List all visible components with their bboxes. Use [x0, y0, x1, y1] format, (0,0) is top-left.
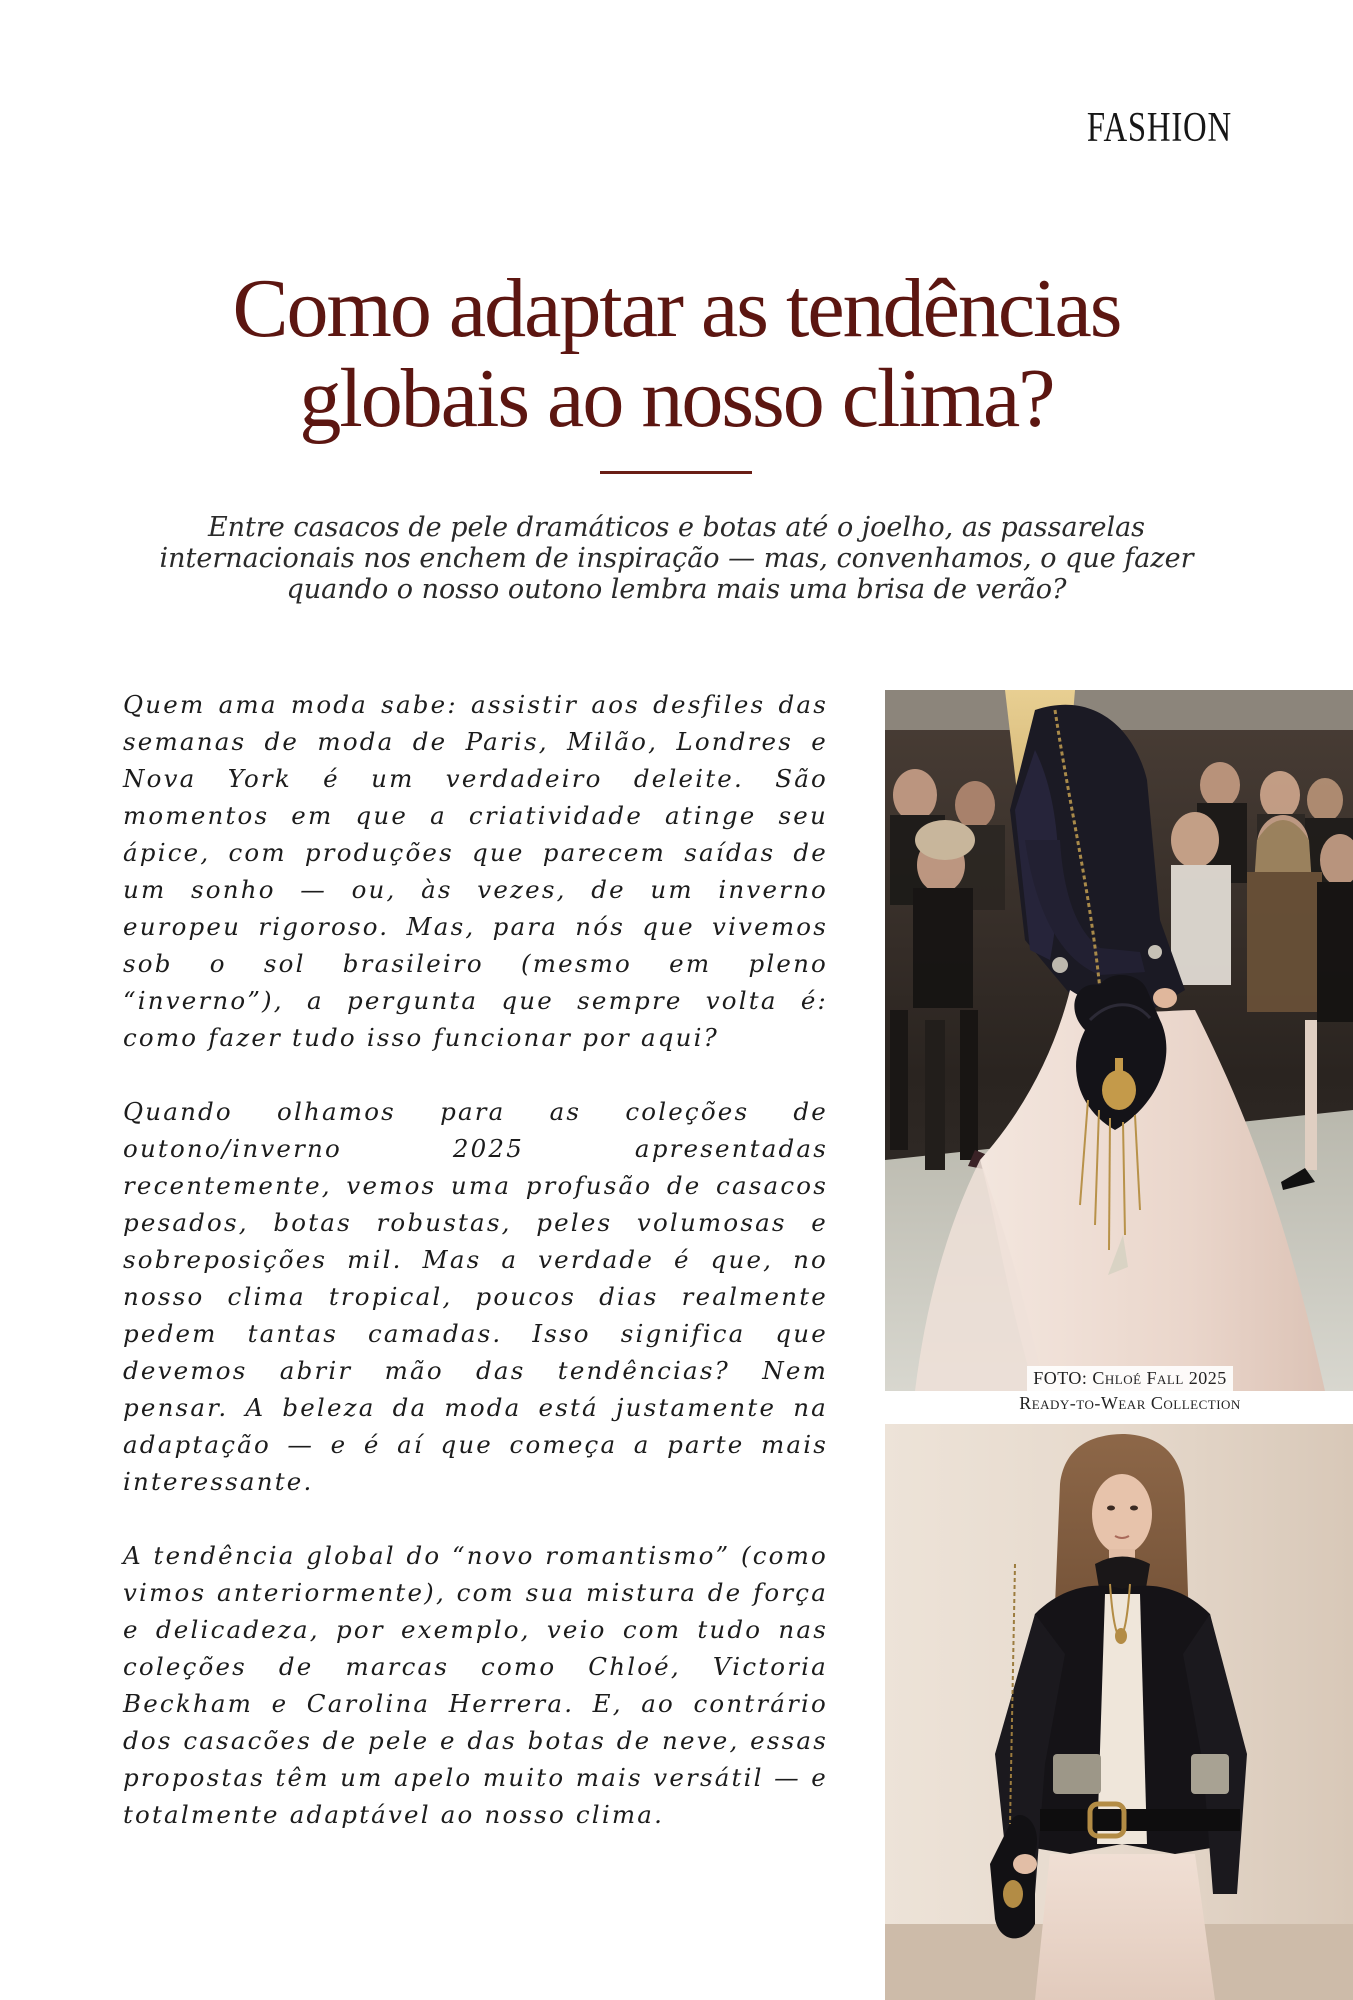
section-label: FASHION [1086, 105, 1232, 151]
title-divider [600, 471, 752, 474]
body-paragraph-3: A tendência global do “novo romantismo” (como vimos anteriormente), com sua mistura de força e delicadeza, por exemplo, veio com tudo nas coleções de marcas como Chloé, Victoria Beckham e Carolina Herrera. E, ao contrário dos casacões de pele e das botas de neve, essas propostas têm um apelo muito mais versátil — e totalmente adaptável ao nosso clima. [123, 1541, 828, 1829]
runway-photo-1-image [885, 690, 1353, 1391]
runway-photo-2 [885, 1424, 1353, 2000]
photo-caption [980, 1366, 1280, 1416]
body-paragraph-2: Quando olhamos para as coleções de outono/inverno 2025 apresentadas recentemente, vemos uma profusão de casacos pesados, botas robustas, peles volumosas e sobreposições mil. Mas a verdade é que, no nosso clima tropical, poucos dias realmente pedem tantas camadas. Isso significa que devemos abrir mão das tendências? Nem pensar. A beleza da moda está justamente na adaptação — e é aí que começa a parte mais interessante. [123, 1097, 828, 1496]
runway-photo-2-image [885, 1424, 1353, 2000]
caption-line-1: FOTO: Chloé Fall 2025 [1027, 1366, 1233, 1391]
article-title [0, 264, 1353, 444]
runway-photo-1 [885, 690, 1353, 1391]
article-body [123, 686, 828, 1870]
caption-line-2: Ready-to-Wear Collection [1013, 1391, 1247, 1416]
body-paragraph-1: Quem ama moda sabe: assistir aos desfiles das semanas de moda de Paris, Milão, Londres e Nova York é um verdadeiro deleite. São momentos em que a criatividade atinge seu ápice, com produções que parecem saídas de um sonho — ou, às vezes, de um inverno europeu rigoroso. Mas, para nós que vivemos sob o sol brasileiro (mesmo em pleno “inverno”), a pergunta que sempre volta é: como fazer tudo isso funcionar por aqui? [123, 690, 828, 1052]
title-line-2: globais ao nosso clima? [299, 352, 1054, 445]
title-line-1: Como adaptar as tendências [232, 262, 1121, 355]
article-deck: Entre casacos de pele dramáticos e botas até o joelho, as passarelas internacionais nos enchem de inspiração — mas, convenhamos, o que fazer quando o nosso outono lembra mais uma brisa de verão? [159, 512, 1194, 605]
